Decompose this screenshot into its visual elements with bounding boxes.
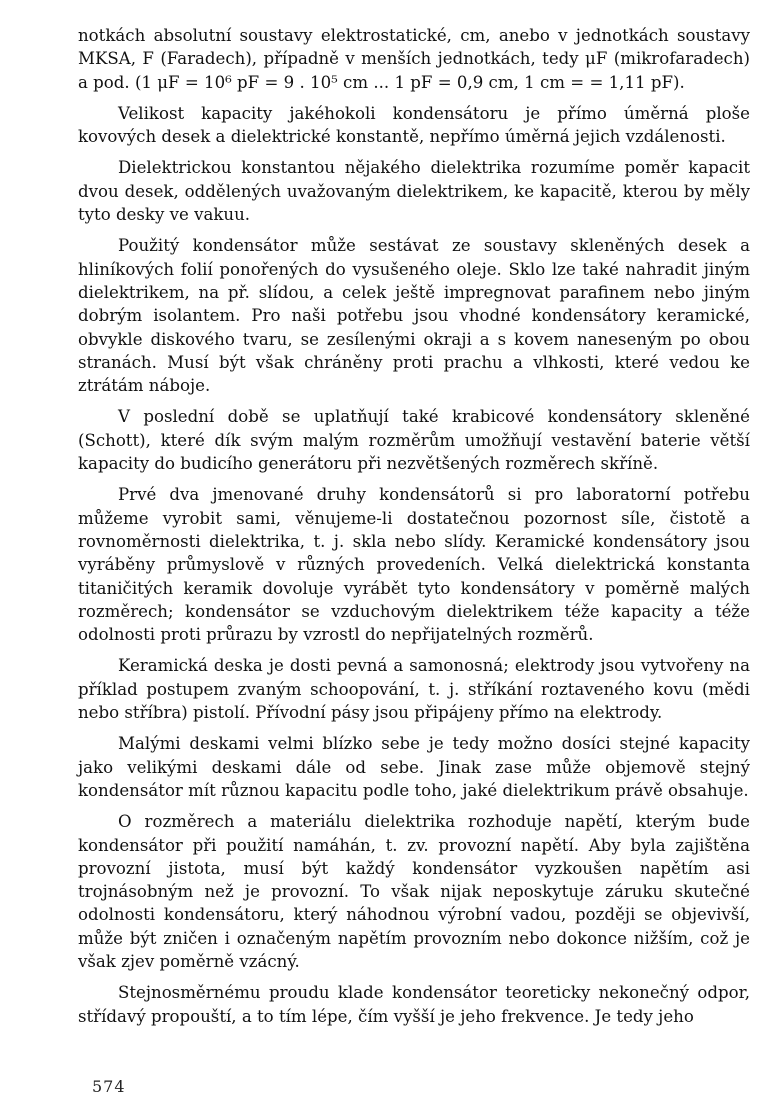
paragraph-dielectric-constant: Dielektrickou konstantou nějakého dielektrika rozumíme poměr kapacit dvou desek, oddělených uvažovaným dielektrikem, ke kapacitě, kterou by měly tyto desky ve vakuu.: [78, 158, 750, 225]
paragraph-small-plates: Malými deskami velmi blízko sebe je tedy možno dosíci stejné kapacity jako velikými deskami dále od sebe. Jinak zase může objemově stejný kondensátor mít různou kapacitu podle toho, jaké dielektrikum právě obsahuje.: [78, 734, 750, 800]
paragraph-units: notkách absolutní soustavy elektrostatické, cm, anebo v jednotkách soustavy MKSA, F (Faradech), případně v menších jednotkách, tedy μF (mikrofaradech) a pod. (1 μF = 10⁶ pF = 9 . 10⁵ cm ... 1 pF = 0,9 cm, 1 cm = = 1,11 pF).: [78, 26, 750, 92]
paragraph-dc-current: Stejnosměrnému proudu klade kondensátor teoreticky nekonečný odpor, střídavý propouští, a to tím lépe, čím vyšší je jeho frekvence. Je tedy jeho: [78, 983, 750, 1026]
page-body: [78, 24, 750, 1036]
paragraph-capacitor-construction: Použitý kondensátor může sestávat ze soustavy skleněných desek a hliníkových folií ponořených do vysušeného oleje. Sklo lze také nahradit jiným dielektrikem, na př. slídou, a celek ještě impregnovat parafinem nebo jiným dobrým isolantem. Pro naši potřebu jsou vhodné kondensátory keramické, obvykle diskového tvaru, se zesílenými okraji a s kovem naneseným po obou stranách. Musí být však chráněny proti prachu a vlhkosti, které vedou ke ztrátám náboje.: [78, 236, 750, 396]
paragraph-capacity-size: Velikost kapacity jakéhokoli kondensátoru je přímo úměrná ploše kovových desek a dielektrické konstantě, nepřímo úměrná jejich vzdálenosti.: [78, 103, 750, 147]
paragraph-ceramic-plate: Keramická deska je dosti pevná a samonosná; elektrody jsou vytvořeny na příklad postupem zvaným schoopování, t. j. stříkání roztaveného kovu (mědi nebo stříbra) pistolí. Přívodní pásy jsou připájeny přímo na elektrody.: [78, 656, 750, 723]
paragraph-lab-manufacture: Prvé dva jmenované druhy kondensátorů si pro laboratorní potřebu můžeme vyrobit sami, věnujeme-li dostatečnou pozornost síle, čistotě a rovnoměrnosti dielektrika, t. j. skla nebo slídy. Keramické kondensátory jsou vyráběny průmyslově v různých provedeních. Velká dielektrická konstanta titaničitých keramik dovoluje vyrábět tyto kondensátory v poměrně malých rozměrech; kondensátor se vzduchovým dielektrikem téže kapacity a téže odolnosti proti průrazu by vzrostl do nepřijatelných rozměrů.: [78, 485, 750, 645]
paragraph-operating-voltage: O rozměrech a materiálu dielektrika rozhoduje napětí, kterým bude kondensátor při použití namáhán, t. zv. provozní napětí. Aby byla zajištěna provozní jistota, musí být každý kondensátor vyzkoušen napětím asi trojnásobným než je provozní. To však nijak neposkytuje záruku skutečné odolnosti kondensátoru, který náhodnou výrobní vadou, později se objevivší, může být zničen i označeným napětím provozním nebo dokonce nižším, což je však zjev poměrně vzácný.: [78, 812, 750, 971]
page-number: 574: [92, 1077, 126, 1096]
paragraph-box-capacitors: V poslední době se uplatňují také krabicové kondensátory skleněné (Schott), které dík svým malým rozměrům umožňují vestavění baterie větší kapacity do budicího generátoru při nezvětšených rozměrech skříně.: [78, 407, 750, 474]
